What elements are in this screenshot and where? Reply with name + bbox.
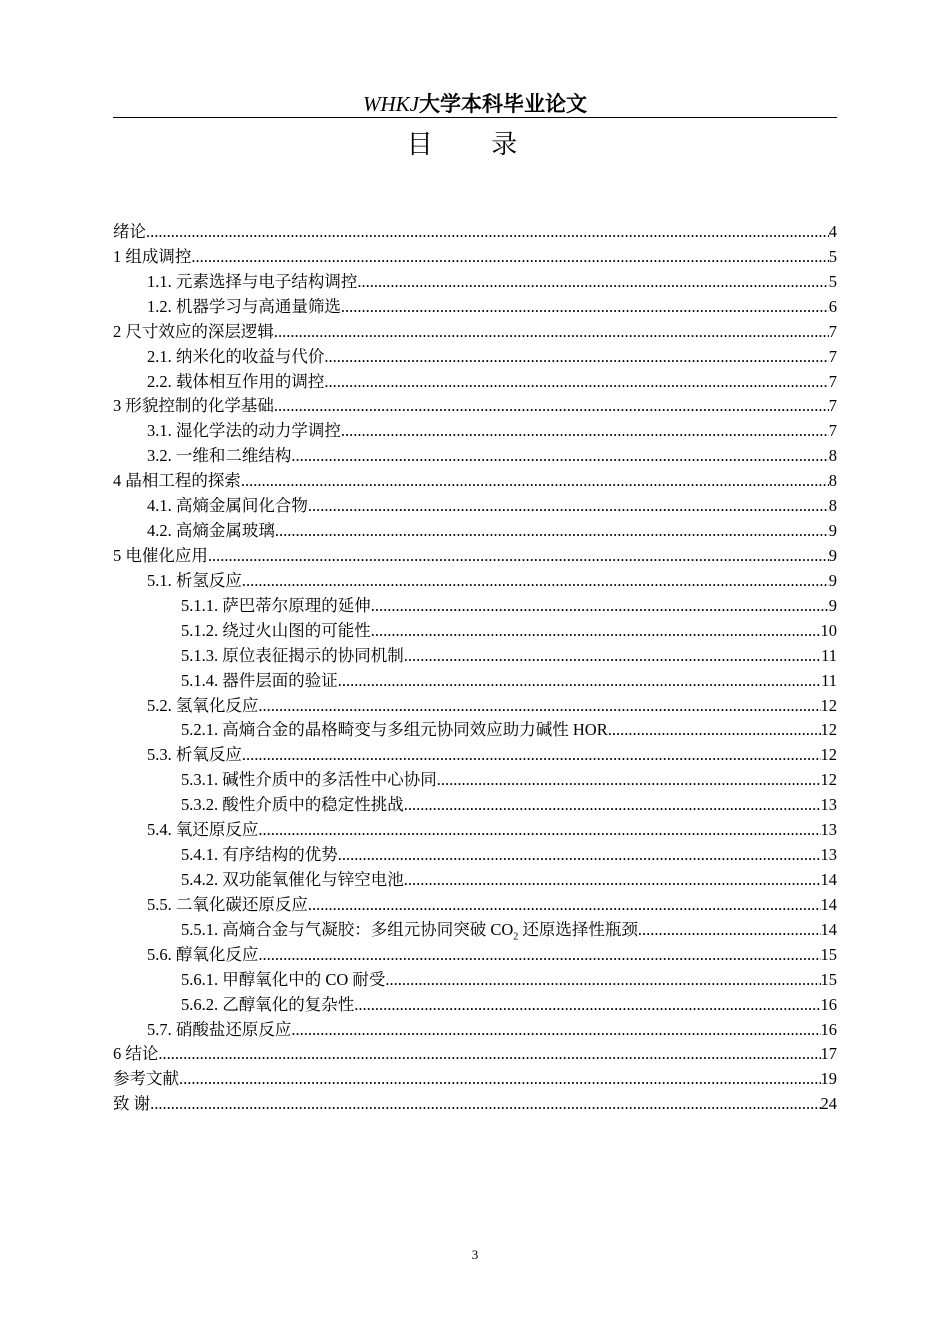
toc-entry-page: 16 <box>820 994 837 1014</box>
toc-entry-title: 5.4.1. 有序结构的优势 <box>181 845 338 865</box>
toc-entry-title: 5.3.2. 酸性介质中的稳定性挑战 <box>181 795 404 815</box>
toc-entry-title: 2.1. 纳米化的收益与代价 <box>147 346 325 366</box>
dot-leader <box>338 843 821 868</box>
dot-leader <box>404 644 821 669</box>
toc-entry-title: 2.2. 载体相互作用的调控 <box>147 371 325 391</box>
toc-entry-page: 14 <box>820 894 837 914</box>
toc-entry[interactable] <box>113 469 837 494</box>
toc-entry[interactable] <box>113 619 837 644</box>
toc-entry[interactable] <box>113 893 837 918</box>
toc-entry-page: 24 <box>820 1094 837 1114</box>
toc-entry-page: 15 <box>820 969 837 989</box>
toc-entry-title: 4 晶相工程的探索 <box>113 471 241 491</box>
dot-leader <box>404 793 821 818</box>
dot-leader <box>146 220 829 245</box>
dot-leader <box>150 1092 820 1117</box>
toc-entry[interactable] <box>113 569 837 594</box>
dot-leader <box>341 419 829 444</box>
toc-entry-title: 5.2. 氢氧化反应 <box>147 695 259 715</box>
toc-entry-page: 14 <box>820 869 837 889</box>
toc-entry[interactable] <box>113 370 837 395</box>
toc-entry[interactable] <box>113 694 837 719</box>
toc-entry[interactable] <box>113 818 837 843</box>
toc-entry-page: 4 <box>828 222 837 241</box>
running-header <box>113 90 837 118</box>
toc-entry[interactable] <box>113 768 837 793</box>
toc-entry-page: 11 <box>821 645 837 665</box>
toc-entry-title: 5.5. 二氧化碳还原反应 <box>147 894 308 914</box>
toc-entry-title: 1.1. 元素选择与电子结构调控 <box>147 271 358 291</box>
toc-entry-title: 3.1. 湿化学法的动力学调控 <box>147 421 341 441</box>
dot-leader <box>341 295 829 320</box>
toc-entry[interactable] <box>113 544 837 569</box>
dot-leader <box>242 569 829 594</box>
dot-leader <box>158 1042 820 1067</box>
dot-leader <box>242 743 821 768</box>
toc-entry-page: 15 <box>820 944 837 964</box>
toc-entry-title: 5.4. 氧还原反应 <box>147 820 259 840</box>
dot-leader <box>371 619 821 644</box>
dot-leader <box>258 818 820 843</box>
toc-entry-title: 5 电催化应用 <box>113 545 208 565</box>
dot-leader <box>291 1018 820 1043</box>
toc-entry[interactable] <box>113 1067 837 1092</box>
toc-entry-title: 3.2. 一维和二维结构 <box>147 446 292 466</box>
toc-entry[interactable] <box>113 220 837 245</box>
dot-leader <box>354 993 820 1018</box>
toc-entry-title: 5.2.1. 高熵合金的晶格畸变与多组元协同效应助力碱性 HOR <box>181 720 608 740</box>
toc-entry-page: 9 <box>828 545 837 565</box>
toc-entry-title: 5.1.3. 原位表征揭示的协同机制 <box>181 645 404 665</box>
dot-leader <box>274 394 829 419</box>
toc-entry-page: 17 <box>820 1044 837 1064</box>
toc-entry-page: 12 <box>820 770 837 790</box>
toc-entry[interactable] <box>113 1092 837 1117</box>
toc-entry-page: 12 <box>820 745 837 765</box>
header-rule <box>113 117 837 118</box>
toc-entry-page: 10 <box>820 620 837 640</box>
dot-leader <box>638 918 821 943</box>
toc-entry-title: 6 结论 <box>113 1044 159 1064</box>
dot-leader <box>275 519 829 544</box>
toc-entry-title: 参考文献 <box>113 1069 179 1089</box>
dot-leader <box>324 370 828 395</box>
dot-leader <box>258 943 820 968</box>
toc-entry-page: 16 <box>820 1019 837 1039</box>
toc-entry-page: 7 <box>828 421 837 441</box>
toc-entry-title: 2 尺寸效应的深层逻辑 <box>113 321 274 341</box>
dot-leader <box>371 594 829 619</box>
toc-entry-page: 6 <box>828 296 837 316</box>
toc-entry-page: 13 <box>820 820 837 840</box>
toc-entry-page: 5 <box>828 271 837 291</box>
header-title: 大学本科毕业论文 <box>419 92 587 116</box>
dot-leader <box>385 968 820 993</box>
toc-entry-title: 5.6.1. 甲醇氧化中的 CO 耐受 <box>181 969 386 989</box>
toc-entry-title: 4.2. 高熵金属玻璃 <box>147 521 275 541</box>
toc-entry[interactable] <box>113 868 837 893</box>
toc-entry[interactable] <box>113 644 837 669</box>
toc-entry-title: 5.3. 析氧反应 <box>147 745 242 765</box>
toc-entry-page: 8 <box>828 496 837 516</box>
page-number: 3 <box>471 1247 479 1262</box>
toc-entry[interactable] <box>113 270 837 295</box>
toc-entry[interactable] <box>113 394 837 419</box>
toc-entry-page: 12 <box>820 720 837 740</box>
dot-leader <box>291 444 828 469</box>
header-latin: WHKJ <box>363 92 419 116</box>
subscript: 2 <box>513 931 519 943</box>
toc-entry[interactable] <box>113 419 837 444</box>
toc-entry-page: 13 <box>820 795 837 815</box>
dot-leader <box>208 544 829 569</box>
toc-entry-title: 5.1.2. 绕过火山图的可能性 <box>181 620 371 640</box>
toc-entry[interactable] <box>113 320 837 345</box>
toc-entry-title: 1 组成调控 <box>113 246 192 266</box>
toc-entry-page: 11 <box>821 670 837 690</box>
toc-entry-title: 1.2. 机器学习与高通量筛选 <box>147 296 341 316</box>
toc-entry-title: 5.1.4. 器件层面的验证 <box>181 670 338 690</box>
toc-entry[interactable] <box>113 444 837 469</box>
toc-entry-title: 5.7. 硝酸盐还原反应 <box>147 1019 292 1039</box>
toc-entry-page: 7 <box>828 396 837 416</box>
toc-entry[interactable] <box>113 943 837 968</box>
toc-entry[interactable] <box>113 968 837 993</box>
toc-entry-title: 5.6. 醇氧化反应 <box>147 944 259 964</box>
toc-entry-page: 12 <box>820 695 837 715</box>
toc-entry-title: 绪论 <box>113 222 146 241</box>
toc-entry[interactable] <box>113 295 837 320</box>
toc-entry-title: 致 谢 <box>113 1094 151 1114</box>
dot-leader <box>308 494 829 519</box>
toc-entry-page: 9 <box>828 570 837 590</box>
toc-entry-page: 13 <box>820 845 837 865</box>
toc-entry[interactable] <box>113 494 837 519</box>
toc-entry[interactable] <box>113 519 837 544</box>
dot-leader <box>308 893 821 918</box>
toc-entry-page: 7 <box>828 371 837 391</box>
toc-entry-page: 5 <box>828 246 837 266</box>
toc-entry[interactable] <box>113 793 837 818</box>
toc-entry-title: 5.6.2. 乙醇氧化的复杂性 <box>181 994 355 1014</box>
toc-entry[interactable] <box>113 594 837 619</box>
toc-entry-title: 5.3.1. 碱性介质中的多活性中心协同 <box>181 770 437 790</box>
toc-entry-page: 9 <box>828 595 837 615</box>
toc-entry[interactable] <box>113 743 837 768</box>
toc-entry-title: 5.5.1. 高熵合金与气凝胶：多组元协同突破 $CO_2$ 还原选择性瓶颈 <box>181 919 638 943</box>
dot-leader <box>179 1067 821 1092</box>
toc-entry-page: 8 <box>828 446 837 466</box>
dot-leader <box>324 345 828 370</box>
page-title: 目 录 <box>406 130 544 159</box>
toc-entry-page: 19 <box>820 1069 837 1089</box>
toc-entry-title: 4.1. 高熵金属间化合物 <box>147 496 308 516</box>
dot-leader <box>338 669 821 694</box>
toc-entry-page: 14 <box>820 919 837 939</box>
table-of-contents <box>113 220 837 1117</box>
dot-leader <box>274 320 829 345</box>
toc-entry[interactable] <box>113 843 837 868</box>
toc-entry-page: 9 <box>828 521 837 541</box>
dot-leader <box>191 245 828 270</box>
toc-entry-title: 3 形貌控制的化学基础 <box>113 396 274 416</box>
dot-leader <box>258 694 820 719</box>
dot-leader <box>404 868 821 893</box>
dot-leader <box>241 469 829 494</box>
toc-entry[interactable] <box>113 1018 837 1043</box>
dot-leader <box>608 718 821 743</box>
toc-entry[interactable] <box>113 993 837 1018</box>
toc-entry[interactable] <box>113 345 837 370</box>
toc-entry-title: 5.4.2. 双功能氧催化与锌空电池 <box>181 869 404 889</box>
dot-leader <box>357 270 828 295</box>
toc-entry[interactable] <box>113 245 837 270</box>
toc-entry[interactable] <box>113 918 837 943</box>
toc-entry-title: 5.1. 析氢反应 <box>147 570 242 590</box>
toc-entry-page: 8 <box>828 471 837 491</box>
toc-entry[interactable] <box>113 718 837 743</box>
toc-entry-page: 7 <box>828 321 837 341</box>
toc-entry-page: 7 <box>828 346 837 366</box>
toc-entry[interactable] <box>113 669 837 694</box>
toc-entry[interactable] <box>113 1042 837 1067</box>
dot-leader <box>437 768 821 793</box>
toc-entry-title: 5.1.1. 萨巴蒂尔原理的延伸 <box>181 595 371 615</box>
